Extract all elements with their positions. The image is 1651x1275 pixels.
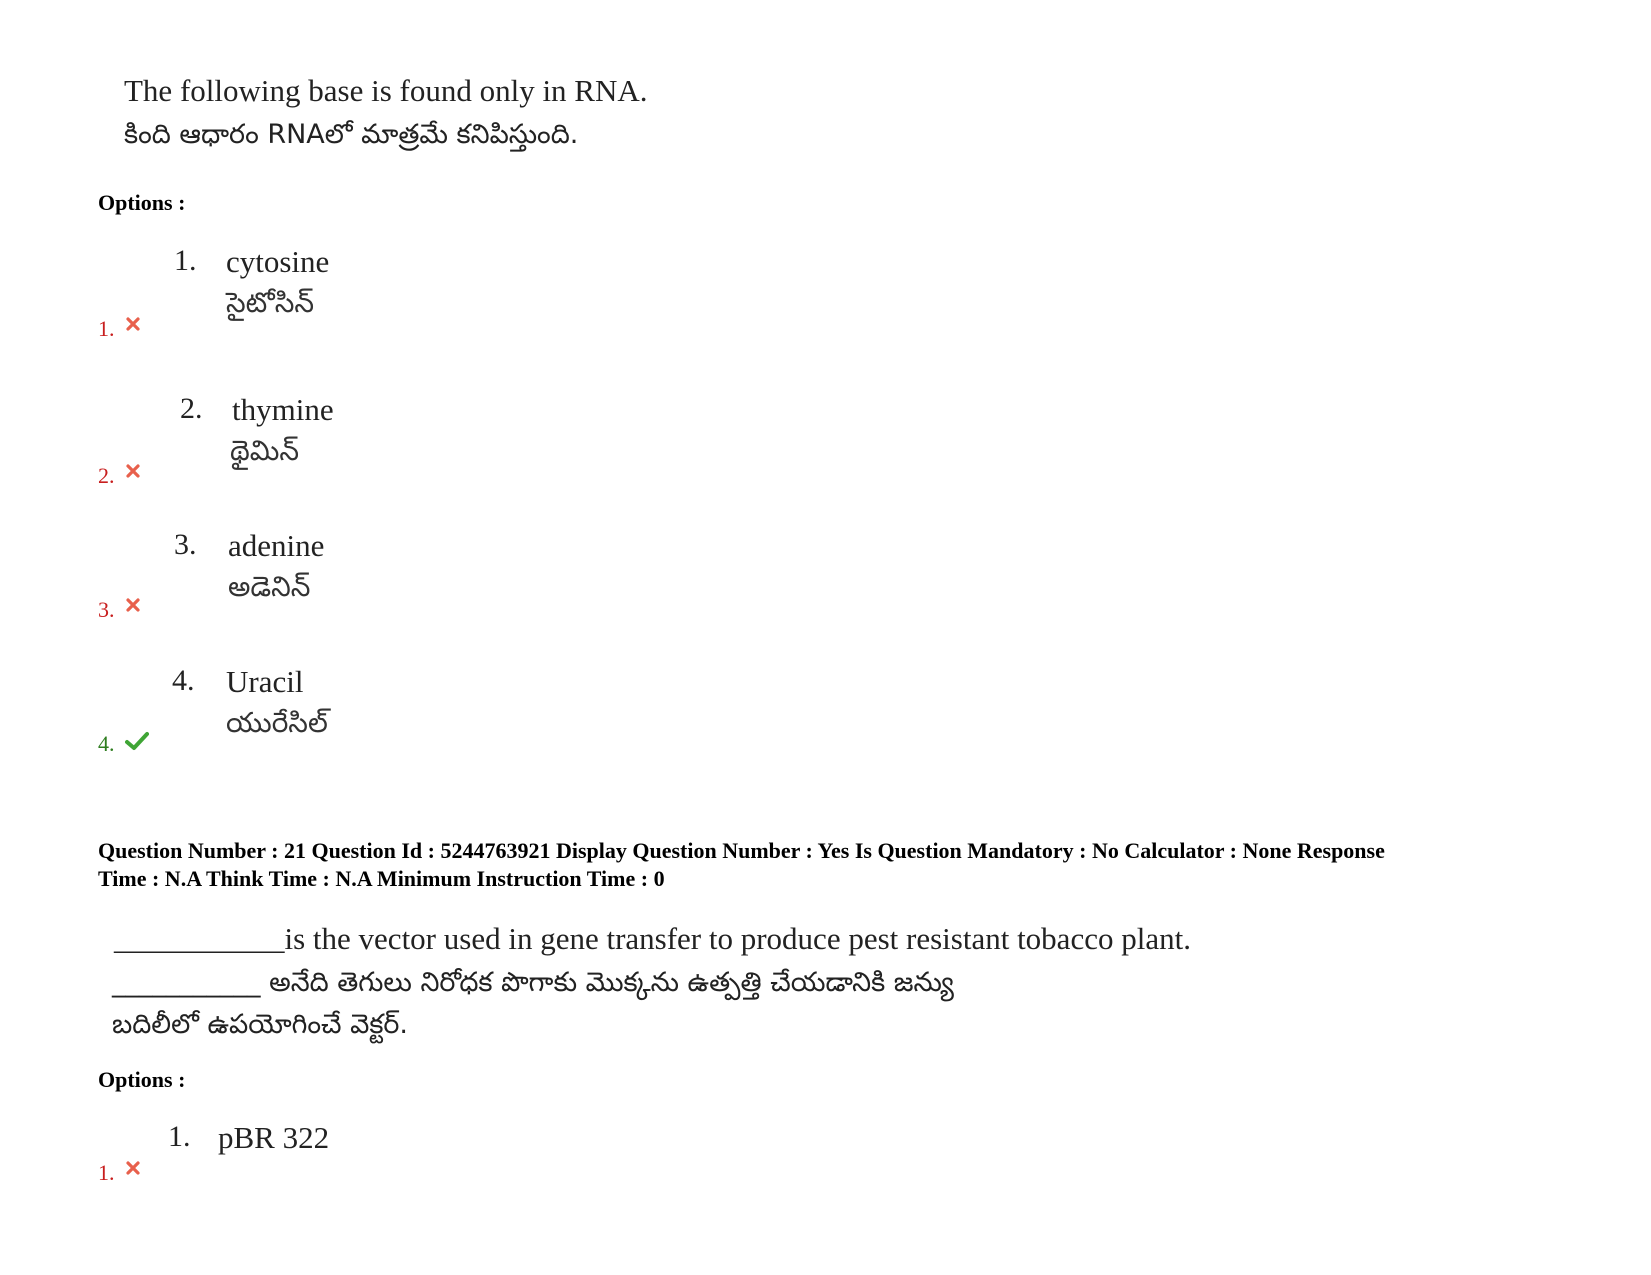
option-marker [98,597,141,623]
cross-icon [125,597,141,613]
option-number: 4. [172,664,195,697]
question-text-te [112,962,954,1004]
metadata-line-2: Time : N.A Think Time : N.A Minimum Instruction Time : 0 [98,866,665,891]
option-text-en: Uracil [226,664,304,699]
question-text-te-body: అనేది తెగులు నిరోధక పొగాకు మొక్కను ఉత్పత్తి చేయడానికి జన్యు [269,967,954,998]
marker-number: 4. [98,731,115,756]
marker-number: 2. [98,463,115,488]
option-marker [98,316,141,342]
option-number: 2. [180,392,203,425]
question-text-en-body: is the vector used in gene transfer to produce pest resistant tobacco plant. [284,921,1191,956]
question-text-te: కింది ఆధారం RNAలో మాత్రమే కనిపిస్తుంది. [124,119,579,150]
option-text-te: అడెనిన్ [228,570,311,603]
option-marker [98,463,141,489]
option-text-te: సైటోసిన్ [226,286,315,319]
marker-number: 3. [98,597,115,622]
option-text-en: pBR 322 [218,1120,330,1155]
check-icon [125,731,149,751]
marker-number: 1. [98,316,115,341]
option-number: 1. [168,1120,191,1153]
option-marker [98,731,149,757]
answer-blank: ___________ [112,967,261,998]
question-text-en [114,918,1191,960]
question-metadata [98,837,1578,893]
option-text-te: థైమిన్ [230,434,300,467]
question-text-en: The following base is found only in RNA. [124,73,648,108]
cross-icon [125,316,141,332]
option-number: 1. [174,244,197,277]
cross-icon [125,1160,141,1176]
answer-blank: ___________ [114,921,285,956]
options-label: Options : [98,1067,186,1092]
option-text-te: యురేసిల్ [226,706,328,739]
option-text-en: thymine [232,392,334,427]
option-text-en: adenine [228,528,325,563]
option-number: 3. [174,528,197,561]
question-text-te-line-2: బదిలీలో ఉపయోగించే వెక్టర్. [112,1009,409,1040]
options-label: Options : [98,190,186,215]
marker-number: 1. [98,1160,115,1185]
cross-icon [125,463,141,479]
option-text-en: cytosine [226,244,330,279]
metadata-line-1: Question Number : 21 Question Id : 5244763921 Display Question Number : Yes Is Question Mandatory : No Calculator : None Response [98,838,1385,863]
option-marker [98,1160,141,1186]
